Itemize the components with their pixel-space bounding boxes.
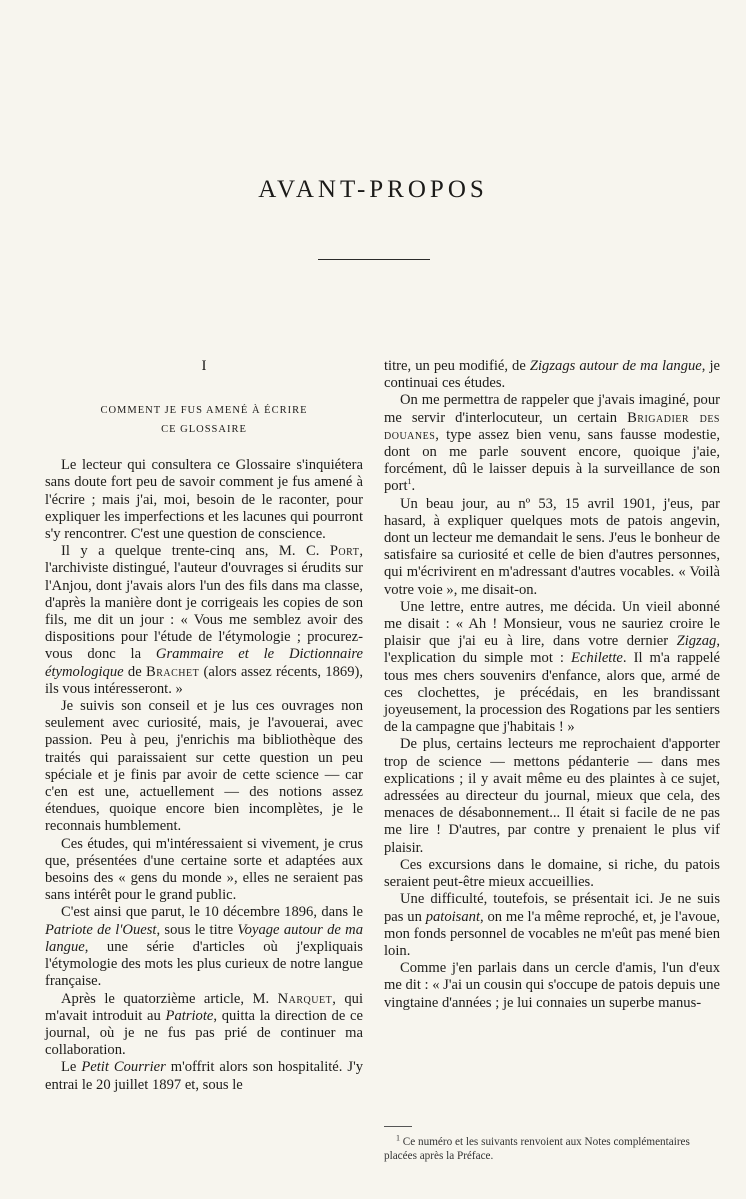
section-number: I — [201, 358, 207, 374]
paragraph — [384, 891, 720, 960]
paragraph — [384, 599, 720, 737]
text-run: , type assez bien venu, sans fausse modestie, dont on me parle souvent encore, quoique j'aie, forcément, dû le laisser depuis à la surveillance de son port — [384, 426, 720, 495]
text-run: , quitta la direction de ce journal, où je ne fus pas prié de continuer ma collaboration. — [45, 1007, 363, 1059]
book-title: Grammaire et le Dictionnaire étymologique — [45, 646, 363, 680]
section-heading-line-1: COMMENT JE FUS AMENÉ À ÉCRIRE — [100, 405, 308, 417]
person-name: Brachet — [145, 663, 200, 680]
text-run: , sous le titre — [156, 921, 238, 938]
section-heading-line-2: CE GLOSSAIRE — [161, 424, 247, 436]
paragraph: De plus, certains lecteurs me reprochaient d'apporter trop de science — mettons pédanterie — dans mes explications ; il y avait même eu des plaintes à ce sujet, adressées au directeur du journal, mieux que cela, des menaces de désabonnement... Il était si facile de ne pas me lire ! D'autres, par contre y prenaient le plus vif plaisir. — [384, 736, 720, 856]
paragraph: Comme j'en parlais dans un cercle d'amis, l'un d'eux me dit : « J'ai un cousin qui s'occupe de patois depuis une vingtaine d'années ; je lui connaies un superbe manus- — [384, 960, 720, 1011]
paragraph: Le lecteur qui consultera ce Glossaire s'inquiétera sans doute fort peu de savoir comment je fus amené à l'écrire ; mais j'ai, moi, besoin de le raconter, pour expliquer les imperfections et les lacunes qui pourront s'y rencontrer. C'est une question de conscience. — [45, 457, 363, 543]
text-run: titre, un peu modifié, de — [384, 358, 530, 374]
paragraph: Un beau jour, au nº 53, 15 avril 1901, j'eus, par hasard, à expliquer quelques mots de patois angevin, dont un lecteur me demandait le sens. J'eus le bonheur de satisfaire sa curiosité et celle de bien d'autres personnes, qui m'écrivirent en m'adressant d'autres vocables. « Voilà votre voie », me disait-on. — [384, 495, 720, 598]
footnote — [384, 1133, 720, 1163]
paragraph — [45, 904, 363, 990]
footnote-reference: 1 — [407, 477, 412, 487]
section-heading — [45, 401, 363, 439]
text-run: , on me l'a même reproché, et, je l'avoue, mon fonds personnel de vocables ne m'eût pas mené bien loin. — [384, 908, 720, 959]
paragraph — [45, 543, 363, 698]
text-run: , une série d'articles où j'expliquais l'étymologie des mots les plus curieux de notre langue française. — [45, 938, 363, 990]
person-name: Narquet — [277, 990, 333, 1007]
paragraph: Je suivis son conseil et je lus ces ouvrages non seulement avec curiosité, mais, je l'avouerai, avec passion. Peu à peu, j'enrichis ma bibliothèque des traités qui paraissaient sur cette question un peu spéciale et je finis par avoir de cette science — car c'en est une, actuellement — des notions assez étendues, quoique encore bien incomplètes, je le reconnais humblement. — [45, 698, 363, 835]
text-run: Une lettre, entre autres, me décida. Un vieil abonné me disait : « Ah ! Monsieur, vous ne sauriez croire le plaisir que j'ai eu à lire, dans votre dernier — [384, 598, 720, 650]
text-run: . Il m'a rappelé tous mes chers souvenirs d'enfance, alors que, armé de ces clochettes, je précédais, en les brandissant joyeusement, la procession des Rogations par les sentiers de la campagne que j'habitais ! » — [384, 650, 720, 736]
paragraph — [384, 392, 720, 495]
text-run: . — [411, 478, 416, 495]
page-title: AVANT-PROPOS — [258, 176, 488, 203]
footnote-divider — [384, 1126, 412, 1127]
series-title: Zigzags autour de ma langue — [529, 358, 702, 374]
footnote-number: 1 — [396, 1133, 400, 1143]
title-divider — [318, 259, 430, 260]
footnote-text: Ce numéro et les suivants renvoient aux Notes complémentaires placées après la Préface. — [384, 1136, 690, 1162]
text-run: Une difficulté, toutefois, se présentait ici. Je ne suis pas un — [384, 891, 720, 925]
dialect-word: Echilette — [571, 650, 623, 667]
text-run: Le — [61, 1059, 82, 1076]
paragraph — [45, 991, 363, 1060]
text-run: (alors assez récents, 1869), ils vous intéresseront. » — [45, 663, 364, 697]
series-title: Voyage autour de ma langue — [45, 921, 363, 955]
dialect-word: patoisant — [425, 908, 481, 925]
newspaper-title: Petit Courrier — [81, 1059, 166, 1076]
right-column — [384, 358, 720, 1012]
newspaper-title: Patriote de l'Ouest — [45, 921, 157, 938]
paragraph — [45, 1059, 363, 1093]
series-title: Zigzag — [676, 633, 717, 650]
text-run: On me permettra de rappeler que j'avais imaginé, pour me servir d'interlocuteur, un certain — [384, 392, 720, 426]
text-run: m'offrit alors son hospitalité. J'y entrai le 20 juillet 1897 et, sous le — [45, 1059, 363, 1093]
left-column — [45, 358, 363, 1094]
paragraph: Ces excursions dans le domaine, si riche, du patois seraient peut-être mieux accueillies. — [384, 856, 720, 891]
character-name: Brigadier des douanes — [384, 409, 720, 443]
paragraph: Ces études, qui m'intéressaient si vivement, je crus que, présentées d'une certaine sorte et adaptées aux besoins des « gens du monde », elles ne seraient pas sans intérêt pour le grand public. — [45, 835, 363, 904]
text-run: C'est ainsi que parut, le 10 décembre 1896, dans le — [61, 904, 363, 921]
text-run: , je continuai ces études. — [384, 358, 720, 392]
newspaper-title: Patriote — [165, 1007, 214, 1024]
text-run: Il y a quelque trente-cinq ans, M. C. — [61, 543, 330, 560]
person-name: Port — [329, 543, 360, 560]
text-run: de — [123, 663, 146, 680]
text-run: , l'archiviste distingué, l'auteur d'ouvrages si érudits sur l'Anjou, dont j'avais alors l'un des fils dans ma classe, d'après la manière dont je corrigeais les copies de son fils, me dit un jour : « Vous me semblez avoir des dispositions pour l'étude de l'étymologie ; procurez-vous donc la — [45, 543, 363, 663]
text-run: Après le quatorzième article, M. — [61, 990, 278, 1007]
text-run: , qui m'avait introduit au — [45, 990, 363, 1024]
paragraph — [384, 358, 720, 392]
text-run: , l'explication du simple mot : — [384, 633, 720, 667]
